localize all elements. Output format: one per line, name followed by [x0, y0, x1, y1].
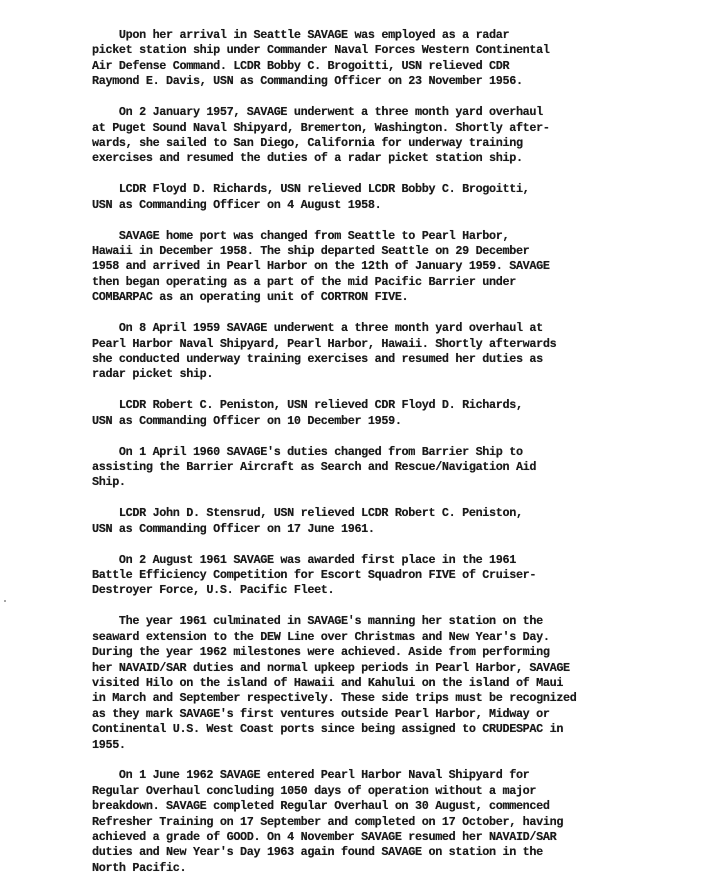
paragraph-search-and-rescue: On 1 April 1960 SAVAGE's duties changed from Barrier Ship to assisting the Barrier Aircraft as Search and Rescue/Navigation Aid Ship.	[92, 444, 537, 490]
paragraph-arrival-seattle: Upon her arrival in Seattle SAVAGE was employed as a radar picket station ship under Commander Naval Forces Western Continental Air Defense Command. LCDR Bobby C. Brogoitti, USN relieved CDR Raymond E. Davis, USN as Commanding Officer on 23 November 1956.	[92, 28, 550, 89]
paragraph-pearl-harbor-overhaul: On 8 April 1959 SAVAGE underwent a three month yard overhaul at Pearl Harbor Naval Shipyard, Pearl Harbor, Hawaii. Shortly afterwards she conducted underway training exercises and resumed her duties as radar picket ship.	[92, 321, 557, 382]
paragraph-peniston-relieved: LCDR Robert C. Peniston, USN relieved CDR Floyd D. Richards, USN as Commanding Officer on 10 December 1959.	[92, 398, 523, 428]
scan-speck	[4, 600, 6, 602]
paragraph-home-port-change: SAVAGE home port was changed from Seattle to Pearl Harbor, Hawaii in December 1958. The ship departed Seattle on 29 December 1958 and arrived in Pearl Harbor on the 12th of January 1959. SAVAGE then began operating as a part of the mid Pacific Barrier under COMBARPAC as an operating unit of CORTRON FIVE.	[92, 228, 550, 305]
paragraph-regular-overhaul-1962: On 1 June 1962 SAVAGE entered Pearl Harbor Naval Shipyard for Regular Overhaul concluding 1050 days of operation without a major breakdown. SAVAGE completed Regular Overhaul on 30 August, commenced Refresher Training on 17 September and completed on 17 October, having achieved a grade of GOOD. On 4 November SAVAGE resumed her NAVAID/SAR duties and New Year's Day 1963 again found SAVAGE on station in the North Pacific.	[92, 768, 564, 875]
paragraph-puget-sound-overhaul: On 2 January 1957, SAVAGE underwent a three month yard overhaul at Puget Sound Naval Shipyard, Bremerton, Washington. Shortly after- wards, she sailed to San Diego, California for underway training exercises and resumed the duties of a radar picket station ship.	[92, 105, 550, 166]
paragraph-dew-line-1961: The year 1961 culminated in SAVAGE's manning her station on the seaward extension to the DEW Line over Christmas and New Year's Day. During the year 1962 milestones were achieved. Aside from performing her NAVAID/SAR duties and normal upkeep periods in Pearl Harbor, SAVAGE visited Hilo on the island of Hawaii and Kahului on the island of Maui in March and September respectively. These side trips must be recognized as they mark SAVAGE's first ventures outside Pearl Harbor, Midway or Continental U.S. West Coast ports since being assigned to CRUDESPAC in 1955.	[92, 614, 577, 752]
paragraph-battle-efficiency: On 2 August 1961 SAVAGE was awarded first place in the 1961 Battle Efficiency Competition for Escort Squadron FIVE of Cruiser- Destroyer Force, U.S. Pacific Fleet.	[92, 552, 537, 598]
paragraph-stensrud-relieved: LCDR John D. Stensrud, USN relieved LCDR Robert C. Peniston, USN as Commanding Officer on 17 June 1961.	[92, 506, 523, 536]
paragraph-richards-relieved: LCDR Floyd D. Richards, USN relieved LCDR Bobby C. Brogoitti, USN as Commanding Officer on 4 August 1958.	[92, 182, 530, 212]
document-body	[92, 28, 672, 892]
